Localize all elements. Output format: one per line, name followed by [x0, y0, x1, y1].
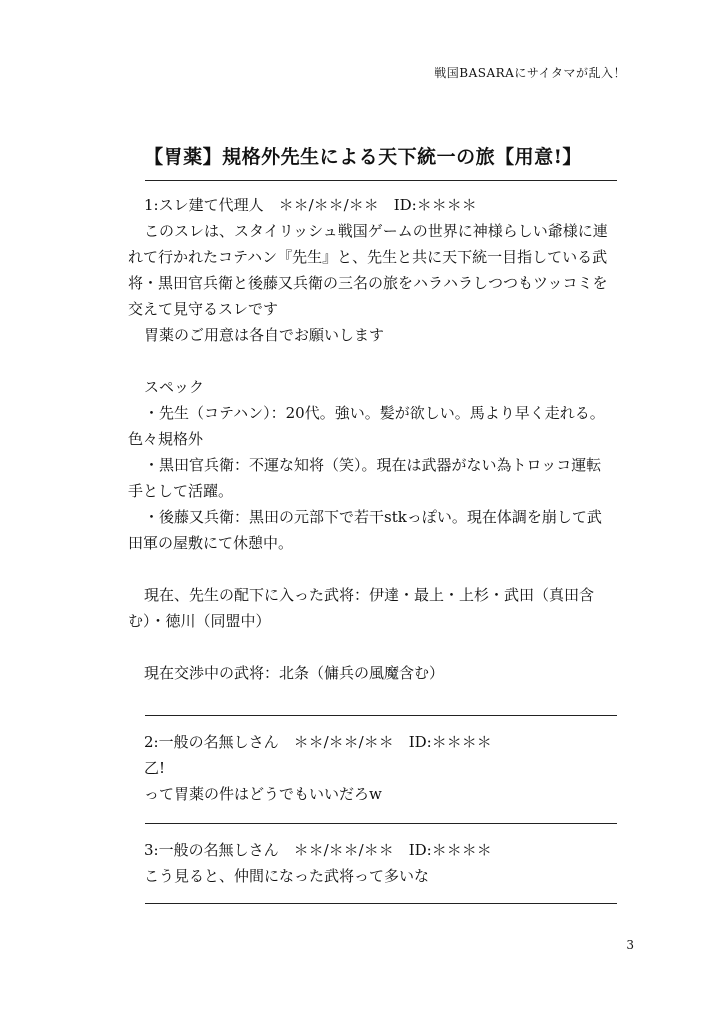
post-line: 乙!: [144, 759, 166, 777]
post-line: 田軍の屋敷にて休憩中。: [128, 534, 294, 552]
post-line: む）・徳川（同盟中）: [128, 612, 271, 630]
blank-line: [128, 348, 638, 374]
divider: [145, 903, 617, 904]
post-line: ・先生（コテハン）：20代。強い。髪が欲しい。馬より早く走れる。: [144, 404, 605, 422]
divider: [145, 715, 617, 716]
document-title: 【胃薬】規格外先生による天下統一の旅【用意!】: [144, 146, 582, 168]
post-line: 現在交渉中の武将：北条（傭兵の風魔含む）: [144, 664, 445, 682]
divider: [145, 823, 617, 824]
post-1: [128, 192, 638, 686]
post-line: スペック: [144, 378, 205, 396]
blank-line: [128, 556, 638, 582]
post-line: れて行かれたコテハン『先生』と、先生と共に天下統一目指している武: [128, 248, 608, 266]
post-line: 将・黒田官兵衛と後藤又兵衛の三名の旅をハラハラしつつもツッコミを: [128, 274, 608, 292]
post-line: このスレは、スタイリッシュ戦国ゲームの世界に神様らしい爺様に連: [144, 222, 608, 240]
page-number: 3: [626, 938, 634, 952]
post-header: 1:スレ建て代理人 ＊＊/＊＊/＊＊ ID:＊＊＊＊: [144, 196, 477, 214]
post-line: こう見ると、仲間になった武将って多いな: [144, 867, 430, 885]
blank-line: [128, 634, 638, 660]
post-header: 2:一般の名無しさん ＊＊/＊＊/＊＊ ID:＊＊＊＊: [144, 733, 492, 751]
post-line: 手として活躍。: [128, 482, 234, 500]
post-header: 3:一般の名無しさん ＊＊/＊＊/＊＊ ID:＊＊＊＊: [144, 841, 492, 859]
post-line: ・後藤又兵衛：黒田の元部下で若干stkっぽい。現在体調を崩して武: [144, 508, 602, 526]
divider: [145, 180, 617, 181]
post-2: [128, 729, 638, 807]
running-header: 戦国BASARAにサイタマが乱入！: [434, 66, 626, 80]
post-line: 色々規格外: [128, 430, 204, 448]
post-3: [128, 837, 638, 889]
post-line: 胃薬のご用意は各自でお願いします: [144, 326, 385, 344]
post-line: って胃薬の件はどうでもいいだろw: [144, 785, 382, 803]
post-line: 現在、先生の配下に入った武将：伊達・最上・上杉・武田（真田含: [144, 586, 595, 604]
post-line: ・黒田官兵衛：不運な知将（笑）。現在は武器がない為トロッコ運転: [144, 456, 602, 474]
post-line: 交えて見守るスレです: [128, 300, 279, 318]
